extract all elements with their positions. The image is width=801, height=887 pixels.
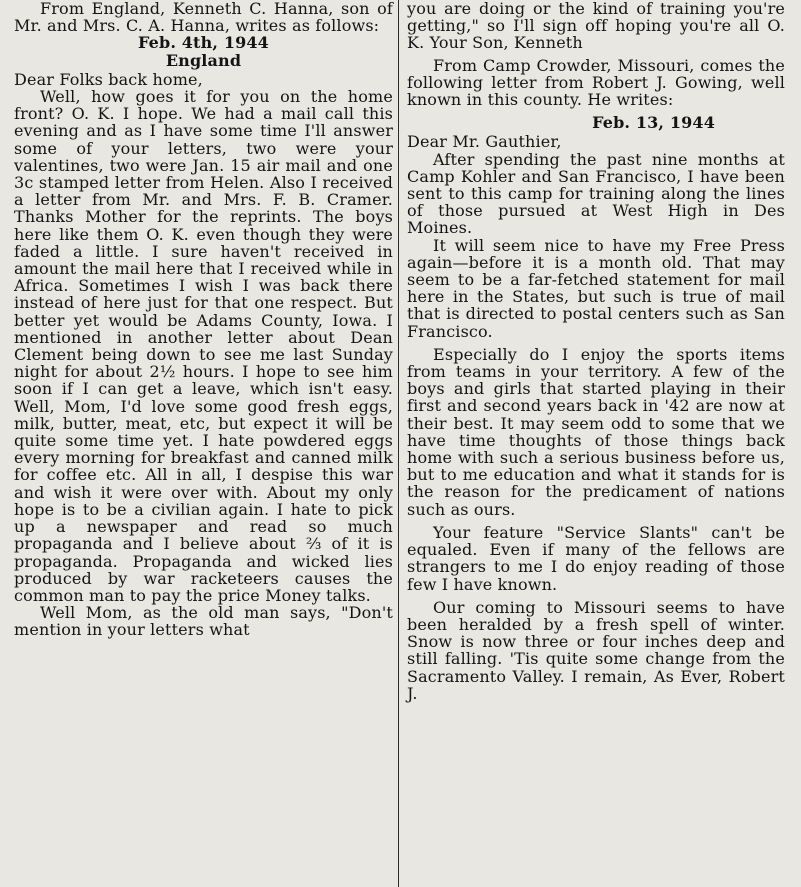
- gowing-paragraph-2: It will seem nice to have my Free Press again—before it is a month old. That may seem to be a far-fetched statement for mail here in the States, but such is true of mail that is directed to postal centers such as San Francisco.: [407, 235, 785, 341]
- gowing-paragraph-5: Our coming to Missouri seems to have been heralded by a fresh spell of winter. Snow is now three or four inches deep and still falling. 'Tis quite some change from the Sacramento Valley. I remain, As Ever, Robert J.: [407, 597, 785, 703]
- gowing-paragraph-3: Especially do I enjoy the sports items from teams in your territory. A few of the boys and girls that started playing in their first and second years back in '42 are now at their best. It may seem odd to some that we have time thoughts of those things back home with such a serious business before us, but to me education and what it stands for is the reason for the predicament of nations such as ours.: [407, 344, 785, 519]
- gowing-salutation: Dear Mr. Gauthier,: [407, 132, 562, 152]
- hanna-salutation: Dear Folks back home,: [14, 69, 203, 89]
- gowing-paragraph-1: After spending the past nine months at Camp Kohler and San Francisco, I have been sent to this camp for training along the lines of those pursued at West High in Des Moines.: [407, 149, 785, 238]
- column-divider: [398, 0, 399, 887]
- hanna-letter-closing-end: you are doing or the kind of training you're getting," so I'll sign off hoping you're all O. K. Your Son, Kenneth: [407, 0, 785, 53]
- hanna-letter-closing-start: Well Mom, as the old man says, "Don't mention in your letters what: [14, 603, 393, 640]
- hanna-dateline-date: Feb. 4th, 1944: [138, 33, 269, 53]
- left-column: [14, 0, 393, 887]
- gowing-dateline-date: Feb. 13, 1944: [592, 113, 715, 133]
- gowing-intro: From Camp Crowder, Missouri, comes the following letter from Robert J. Gowing, well known in this county. He writes:: [407, 55, 785, 110]
- hanna-intro: From England, Kenneth C. Hanna, son of Mr. and Mrs. C. A. Hanna, writes as follows:: [14, 0, 393, 36]
- hanna-dateline-place: England: [165, 50, 242, 70]
- hanna-letter-body: Well, how goes it for you on the home front? O. K. I hope. We had a mail call this evening and as I have some time I'll answer some of your letters, two were your valentines, two were Jan. 15 air mail and one 3c stamped letter from Helen. Also I received a letter from Mr. and Mrs. F. B. Cramer. Thanks Mother for the reprints. The boys here like them O. K. even though they were faded a little. I sure haven't received in amount the mail here that I received while in Africa. Sometimes I wish I was back there instead of here just for that one respect. But better yet would be Adams County, Iowa. I mentioned in another letter about Dean Clement being down to see me last Sunday night for about 2½ hours. I hope to see him soon if I can get a leave, which isn't easy. Well, Mom, I'd love some good fresh eggs, milk, butter, meat, etc, but expect it will be quite some time yet. I hate powdered eggs every morning for breakfast and canned milk for coffee etc. All in all, I despise this war and wish it were over with. About my only hope is to be a civilian again. I hate to pick up a newspaper and read so much propaganda and I believe about ⅔ of it is propaganda. Propaganda and wicked lies produced by war racketeers causes the common man to pay the price Money talks.: [14, 87, 393, 605]
- gowing-paragraph-4: Your feature "Service Slants" can't be equaled. Even if many of the fellows are strangers to me I do enjoy reading of those few I have known.: [407, 522, 785, 594]
- right-column: [407, 0, 785, 887]
